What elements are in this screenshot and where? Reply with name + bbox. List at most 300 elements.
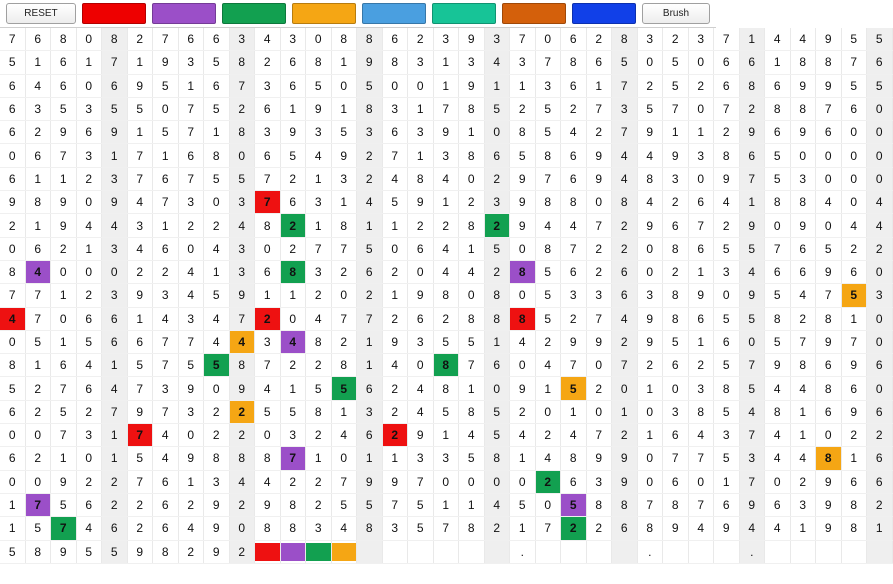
grid-cell[interactable]: 2	[76, 470, 102, 493]
grid-cell[interactable]: 5	[459, 447, 485, 470]
grid-cell[interactable]: 9	[561, 330, 587, 353]
grid-cell[interactable]: 5	[204, 167, 230, 190]
grid-cell[interactable]: 1	[535, 377, 561, 400]
grid-cell[interactable]: 6	[0, 447, 25, 470]
grid-cell[interactable]: 6	[255, 144, 281, 167]
grid-cell[interactable]: 8	[663, 307, 689, 330]
grid-cell[interactable]: 5	[204, 354, 230, 377]
grid-cell[interactable]: 0	[76, 447, 102, 470]
grid-cell[interactable]: 7	[688, 214, 714, 237]
grid-cell[interactable]: 7	[153, 330, 179, 353]
grid-cell[interactable]	[688, 540, 714, 563]
grid-cell[interactable]: 6	[765, 260, 791, 283]
grid-cell[interactable]: 2	[102, 470, 128, 493]
grid-cell[interactable]: 5	[714, 307, 740, 330]
grid-cell[interactable]: 5	[102, 540, 128, 563]
grid-cell[interactable]: 0	[229, 517, 255, 540]
grid-cell[interactable]: 2	[867, 493, 893, 516]
grid-cell[interactable]: 8	[382, 51, 408, 74]
grid-cell[interactable]: 2	[102, 493, 128, 516]
grid-cell[interactable]: 3	[408, 330, 434, 353]
grid-cell[interactable]: 9	[586, 167, 612, 190]
grid-cell[interactable]: 7	[357, 307, 383, 330]
grid-cell[interactable]: 1	[331, 400, 357, 423]
grid-cell[interactable]: 5	[459, 330, 485, 353]
grid-cell[interactable]: 8	[586, 493, 612, 516]
grid-cell[interactable]: 5	[0, 377, 25, 400]
grid-cell[interactable]: 5	[51, 97, 77, 120]
grid-cell[interactable]: 1	[127, 51, 153, 74]
grid-cell[interactable]: 4	[331, 517, 357, 540]
grid-cell[interactable]: 7	[586, 307, 612, 330]
grid-cell[interactable]: 5	[280, 144, 306, 167]
grid-cell[interactable]: 3	[153, 377, 179, 400]
grid-cell[interactable]: 6	[102, 74, 128, 97]
grid-cell[interactable]: 5	[484, 237, 510, 260]
grid-cell[interactable]: 8	[510, 307, 536, 330]
grid-cell[interactable]: 2	[586, 517, 612, 540]
grid-cell[interactable]: 7	[535, 517, 561, 540]
grid-cell[interactable]: 0	[841, 144, 867, 167]
grid-cell[interactable]: 9	[51, 540, 77, 563]
color-swatch-red[interactable]	[82, 3, 146, 24]
grid-cell[interactable]: 3	[535, 74, 561, 97]
grid-cell[interactable]: 5	[714, 400, 740, 423]
grid-cell[interactable]: 5	[306, 377, 332, 400]
grid-cell[interactable]: 2	[229, 493, 255, 516]
grid-cell[interactable]: 4	[790, 28, 816, 51]
grid-cell[interactable]: 2	[535, 330, 561, 353]
grid-cell[interactable]: 0	[637, 447, 663, 470]
grid-cell[interactable]: 5	[867, 28, 893, 51]
grid-cell[interactable]: 7	[25, 307, 51, 330]
grid-cell[interactable]: 7	[841, 51, 867, 74]
color-swatch-dark-orange[interactable]	[502, 3, 566, 24]
grid-cell[interactable]: 2	[841, 237, 867, 260]
grid-cell[interactable]: 3	[127, 214, 153, 237]
grid-cell[interactable]: 8	[637, 517, 663, 540]
grid-cell[interactable]: 2	[178, 493, 204, 516]
grid-cell[interactable]: 2	[612, 330, 638, 353]
grid-cell[interactable]: 1	[433, 493, 459, 516]
grid-cell[interactable]: 5	[127, 354, 153, 377]
grid-cell[interactable]	[841, 540, 867, 563]
grid-cell[interactable]: 2	[612, 214, 638, 237]
grid-cell[interactable]: 1	[306, 214, 332, 237]
grid-cell[interactable]: 0	[51, 307, 77, 330]
grid-cell[interactable]: 1	[714, 470, 740, 493]
grid-cell[interactable]: 1	[280, 377, 306, 400]
grid-cell[interactable]: 9	[178, 447, 204, 470]
footer-palette-green[interactable]	[306, 543, 331, 561]
grid-cell[interactable]: 0	[153, 97, 179, 120]
grid-cell[interactable]: 5	[0, 540, 25, 563]
color-swatch-orange[interactable]	[292, 3, 356, 24]
grid-cell[interactable]: 0	[867, 97, 893, 120]
grid-cell[interactable]: 1	[76, 51, 102, 74]
grid-cell[interactable]: 8	[841, 517, 867, 540]
grid-cell[interactable]: 4	[790, 447, 816, 470]
grid-cell[interactable]: 1	[25, 167, 51, 190]
grid-cell[interactable]	[867, 540, 893, 563]
grid-cell[interactable]: 8	[102, 28, 128, 51]
grid-cell[interactable]	[382, 540, 408, 563]
grid-cell[interactable]: 0	[765, 214, 791, 237]
grid-cell[interactable]: 0	[25, 470, 51, 493]
grid-cell[interactable]: 3	[688, 28, 714, 51]
grid-cell[interactable]: 0	[76, 191, 102, 214]
grid-cell[interactable]: 0	[382, 74, 408, 97]
grid-cell[interactable]: 2	[76, 284, 102, 307]
grid-cell[interactable]: 2	[484, 214, 510, 237]
grid-cell[interactable]: 8	[255, 214, 281, 237]
grid-cell[interactable]: 1	[433, 51, 459, 74]
grid-cell[interactable]: 5	[204, 51, 230, 74]
grid-cell[interactable]: 3	[714, 260, 740, 283]
grid-cell[interactable]: 1	[51, 284, 77, 307]
grid-cell[interactable]: 7	[382, 144, 408, 167]
grid-cell[interactable]: 1	[790, 517, 816, 540]
grid-cell[interactable]: 7	[25, 284, 51, 307]
grid-cell[interactable]: 3	[178, 51, 204, 74]
grid-cell[interactable]: 9	[51, 470, 77, 493]
grid-cell[interactable]: 4	[433, 167, 459, 190]
grid-cell[interactable]	[586, 540, 612, 563]
grid-cell[interactable]: 7	[153, 191, 179, 214]
grid-cell[interactable]: 1	[357, 447, 383, 470]
grid-cell[interactable]: 0	[637, 400, 663, 423]
grid-cell[interactable]: 8	[612, 493, 638, 516]
grid-cell[interactable]: 2	[535, 424, 561, 447]
grid-cell[interactable]: 3	[790, 167, 816, 190]
grid-cell[interactable]: 1	[586, 74, 612, 97]
grid-cell[interactable]: 4	[561, 424, 587, 447]
grid-cell[interactable]: 2	[306, 354, 332, 377]
grid-cell[interactable]: 5	[739, 307, 765, 330]
grid-cell[interactable]: 0	[586, 400, 612, 423]
grid-cell[interactable]: 1	[408, 97, 434, 120]
grid-cell[interactable]: 1	[51, 167, 77, 190]
grid-cell[interactable]: 9	[127, 540, 153, 563]
grid-cell[interactable]	[765, 540, 791, 563]
grid-cell[interactable]: 6	[280, 51, 306, 74]
grid-cell[interactable]: 4	[255, 470, 281, 493]
grid-cell[interactable]: 8	[25, 540, 51, 563]
grid-cell[interactable]	[816, 540, 842, 563]
grid-cell[interactable]: 2	[561, 307, 587, 330]
grid-cell[interactable]: 5	[561, 493, 587, 516]
grid-cell[interactable]: 7	[331, 307, 357, 330]
grid-cell[interactable]: 7	[102, 400, 128, 423]
grid-cell[interactable]: 7	[663, 447, 689, 470]
grid-cell[interactable]: 5	[433, 330, 459, 353]
grid-cell[interactable]: 7	[229, 74, 255, 97]
grid-cell[interactable]: 9	[127, 284, 153, 307]
grid-cell[interactable]: 9	[51, 191, 77, 214]
grid-cell[interactable]: 9	[357, 51, 383, 74]
grid-cell[interactable]: 8	[433, 284, 459, 307]
grid-cell[interactable]: 5	[535, 97, 561, 120]
grid-cell[interactable]: 2	[484, 260, 510, 283]
grid-cell[interactable]: 1	[127, 121, 153, 144]
grid-cell[interactable]: 8	[459, 400, 485, 423]
grid-cell[interactable]: 1	[102, 424, 128, 447]
grid-cell[interactable]: 8	[459, 517, 485, 540]
grid-cell[interactable]: 2	[408, 214, 434, 237]
grid-cell[interactable]: 6	[790, 237, 816, 260]
grid-cell[interactable]: 3	[178, 307, 204, 330]
grid-cell[interactable]: 0	[867, 330, 893, 353]
grid-cell[interactable]: 1	[331, 191, 357, 214]
grid-cell[interactable]: 6	[739, 51, 765, 74]
grid-cell[interactable]: 9	[739, 284, 765, 307]
grid-cell[interactable]: 7	[51, 424, 77, 447]
grid-cell[interactable]: 4	[510, 330, 536, 353]
grid-cell[interactable]: 5	[765, 330, 791, 353]
grid-cell[interactable]: 1	[306, 167, 332, 190]
grid-cell[interactable]: 0	[0, 237, 25, 260]
grid-cell[interactable]: 4	[25, 74, 51, 97]
grid-cell[interactable]: 8	[408, 167, 434, 190]
grid-cell[interactable]: 8	[357, 517, 383, 540]
grid-cell[interactable]: 8	[255, 517, 281, 540]
grid-cell[interactable]: 9	[739, 121, 765, 144]
grid-cell[interactable]: 1	[867, 517, 893, 540]
grid-cell[interactable]: 0	[535, 493, 561, 516]
grid-cell[interactable]: 2	[25, 400, 51, 423]
grid-cell[interactable]: 6	[102, 517, 128, 540]
grid-cell[interactable]: 8	[765, 97, 791, 120]
grid-cell[interactable]: 7	[178, 167, 204, 190]
grid-cell[interactable]: 7	[765, 237, 791, 260]
grid-cell[interactable]: 0	[178, 237, 204, 260]
grid-cell[interactable]: 2	[561, 97, 587, 120]
grid-cell[interactable]	[280, 540, 306, 563]
grid-cell[interactable]: 5	[765, 167, 791, 190]
grid-cell[interactable]: 2	[663, 260, 689, 283]
grid-cell[interactable]: 6	[25, 28, 51, 51]
grid-cell[interactable]: 1	[433, 74, 459, 97]
grid-cell[interactable]: 0	[816, 424, 842, 447]
grid-cell[interactable]: 4	[612, 167, 638, 190]
grid-cell[interactable]: 2	[127, 260, 153, 283]
grid-cell[interactable]: 2	[280, 354, 306, 377]
grid-cell[interactable]: 3	[178, 400, 204, 423]
grid-cell[interactable]: 8	[306, 400, 332, 423]
footer-palette-orange[interactable]	[332, 543, 357, 561]
grid-cell[interactable]: 5	[127, 447, 153, 470]
grid-cell[interactable]: 5	[408, 493, 434, 516]
grid-cell[interactable]: 0	[688, 470, 714, 493]
grid-cell[interactable]: 3	[637, 28, 663, 51]
grid-cell[interactable]: 2	[790, 307, 816, 330]
grid-cell[interactable]: 7	[229, 307, 255, 330]
grid-cell[interactable]: 5	[255, 400, 281, 423]
grid-cell[interactable]: 7	[127, 144, 153, 167]
grid-cell[interactable]: 0	[841, 121, 867, 144]
grid-cell[interactable]: 8	[561, 191, 587, 214]
grid-cell[interactable]: 2	[331, 260, 357, 283]
grid-cell[interactable]: 0	[382, 237, 408, 260]
grid-cell[interactable]: 3	[255, 74, 281, 97]
grid-cell[interactable]: 3	[102, 237, 128, 260]
grid-cell[interactable]: 7	[561, 237, 587, 260]
grid-cell[interactable]: 4	[867, 214, 893, 237]
grid-cell[interactable]: 7	[331, 237, 357, 260]
grid-cell[interactable]: 1	[459, 493, 485, 516]
grid-cell[interactable]: 4	[178, 260, 204, 283]
grid-cell[interactable]: 1	[841, 307, 867, 330]
grid-cell[interactable]: 6	[0, 400, 25, 423]
grid-cell[interactable]: 4	[867, 191, 893, 214]
grid-cell[interactable]: 4	[229, 330, 255, 353]
grid-cell[interactable]: 6	[688, 237, 714, 260]
grid-cell[interactable]: 0	[459, 470, 485, 493]
grid-cell[interactable]: 1	[331, 51, 357, 74]
grid-cell[interactable]: 2	[867, 424, 893, 447]
grid-cell[interactable]: 9	[51, 214, 77, 237]
grid-cell[interactable]: 1	[841, 447, 867, 470]
grid-cell[interactable]: 7	[178, 121, 204, 144]
grid-cell[interactable]: 2	[867, 237, 893, 260]
grid-cell[interactable]: 8	[688, 400, 714, 423]
grid-cell[interactable]: 9	[637, 121, 663, 144]
grid-cell[interactable]: 6	[153, 167, 179, 190]
grid-cell[interactable]	[790, 540, 816, 563]
grid-cell[interactable]: 4	[816, 191, 842, 214]
grid-cell[interactable]: 2	[357, 144, 383, 167]
grid-cell[interactable]: 0	[229, 144, 255, 167]
grid-cell[interactable]: 3	[637, 284, 663, 307]
grid-cell[interactable]: 8	[0, 260, 25, 283]
grid-cell[interactable]: 4	[765, 447, 791, 470]
color-swatch-green[interactable]	[222, 3, 286, 24]
grid-cell[interactable]: 9	[433, 121, 459, 144]
grid-cell[interactable]: 9	[204, 493, 230, 516]
grid-cell[interactable]: 4	[204, 237, 230, 260]
grid-cell[interactable]: 8	[229, 354, 255, 377]
grid-cell[interactable]: 9	[612, 447, 638, 470]
grid-cell[interactable]: 9	[102, 191, 128, 214]
grid-cell[interactable]: 0	[484, 470, 510, 493]
grid-cell[interactable]: 0	[510, 354, 536, 377]
grid-cell[interactable]: 1	[459, 121, 485, 144]
grid-cell[interactable]: 8	[535, 144, 561, 167]
grid-cell[interactable]: 6	[867, 447, 893, 470]
grid-cell[interactable]: 4	[306, 307, 332, 330]
grid-cell[interactable]: 4	[790, 284, 816, 307]
grid-cell[interactable]: 2	[204, 424, 230, 447]
grid-cell[interactable]: 0	[255, 237, 281, 260]
grid-cell[interactable]: 4	[535, 354, 561, 377]
grid-cell[interactable]: 8	[816, 51, 842, 74]
grid-cell[interactable]: 6	[765, 121, 791, 144]
grid-cell[interactable]: 8	[280, 517, 306, 540]
grid-cell[interactable]: 7	[612, 74, 638, 97]
grid-cell[interactable]: 3	[408, 447, 434, 470]
grid-cell[interactable]: 1	[484, 330, 510, 353]
grid-cell[interactable]: 8	[663, 237, 689, 260]
grid-cell[interactable]: 8	[357, 28, 383, 51]
grid-cell[interactable]: 2	[586, 28, 612, 51]
grid-cell[interactable]: 4	[637, 144, 663, 167]
grid-cell[interactable]: 0	[841, 167, 867, 190]
grid-cell[interactable]: 4	[76, 354, 102, 377]
grid-cell[interactable]: 0	[255, 424, 281, 447]
grid-cell[interactable]: 6	[25, 237, 51, 260]
grid-cell[interactable]: 7	[153, 28, 179, 51]
grid-cell[interactable]: 0	[433, 470, 459, 493]
grid-cell[interactable]: 6	[204, 74, 230, 97]
grid-cell[interactable]: 5	[841, 74, 867, 97]
grid-cell[interactable]: 8	[841, 493, 867, 516]
grid-cell[interactable]: 8	[153, 540, 179, 563]
grid-cell[interactable]: 9	[790, 74, 816, 97]
grid-cell[interactable]: 9	[663, 144, 689, 167]
grid-cell[interactable]: 2	[229, 424, 255, 447]
grid-cell[interactable]: 6	[714, 51, 740, 74]
grid-cell[interactable]: 2	[714, 214, 740, 237]
grid-cell[interactable]: 6	[204, 28, 230, 51]
grid-cell[interactable]: 5	[229, 167, 255, 190]
grid-cell[interactable]: 1	[102, 144, 128, 167]
grid-cell[interactable]: 2	[127, 517, 153, 540]
grid-cell[interactable]: 5	[637, 97, 663, 120]
grid-cell[interactable]: 4	[127, 237, 153, 260]
grid-cell[interactable]: 4	[535, 214, 561, 237]
grid-cell[interactable]	[433, 540, 459, 563]
grid-cell[interactable]: 6	[357, 377, 383, 400]
grid-cell[interactable]: 0	[739, 330, 765, 353]
grid-cell[interactable]: 3	[204, 470, 230, 493]
grid-cell[interactable]: 3	[25, 97, 51, 120]
grid-cell[interactable]: 5	[535, 121, 561, 144]
grid-cell[interactable]: 1	[663, 121, 689, 144]
grid-cell[interactable]: 5	[739, 237, 765, 260]
grid-cell[interactable]: 8	[306, 330, 332, 353]
grid-cell[interactable]: 8	[663, 493, 689, 516]
grid-cell[interactable]: 9	[510, 167, 536, 190]
grid-cell[interactable]: 5	[484, 97, 510, 120]
grid-cell[interactable]: 7	[816, 284, 842, 307]
grid-cell[interactable]: 6	[153, 517, 179, 540]
grid-cell[interactable]: 1	[280, 284, 306, 307]
grid-cell[interactable]: 5	[0, 51, 25, 74]
grid-cell[interactable]: 5	[25, 517, 51, 540]
grid-cell[interactable]: 2	[841, 424, 867, 447]
grid-cell[interactable]: 5	[204, 284, 230, 307]
grid-cell[interactable]: 0	[535, 400, 561, 423]
grid-cell[interactable]	[535, 540, 561, 563]
grid-cell[interactable]: 5	[357, 237, 383, 260]
grid-cell[interactable]: 0	[331, 74, 357, 97]
grid-cell[interactable]: 0	[484, 377, 510, 400]
grid-cell[interactable]: 2	[331, 330, 357, 353]
grid-cell[interactable]: 9	[255, 493, 281, 516]
grid-cell[interactable]: 0	[484, 121, 510, 144]
grid-cell[interactable]: 2	[382, 377, 408, 400]
grid-cell[interactable]: 5	[484, 424, 510, 447]
grid-cell[interactable]: 7	[178, 97, 204, 120]
grid-cell[interactable]: 1	[178, 470, 204, 493]
grid-cell[interactable]: 2	[306, 424, 332, 447]
grid-cell[interactable]: 1	[204, 260, 230, 283]
grid-cell[interactable]: 6	[153, 493, 179, 516]
grid-cell[interactable]: 9	[816, 493, 842, 516]
grid-cell[interactable]: 5	[535, 260, 561, 283]
grid-cell[interactable]: 9	[510, 214, 536, 237]
grid-cell[interactable]: 2	[535, 470, 561, 493]
